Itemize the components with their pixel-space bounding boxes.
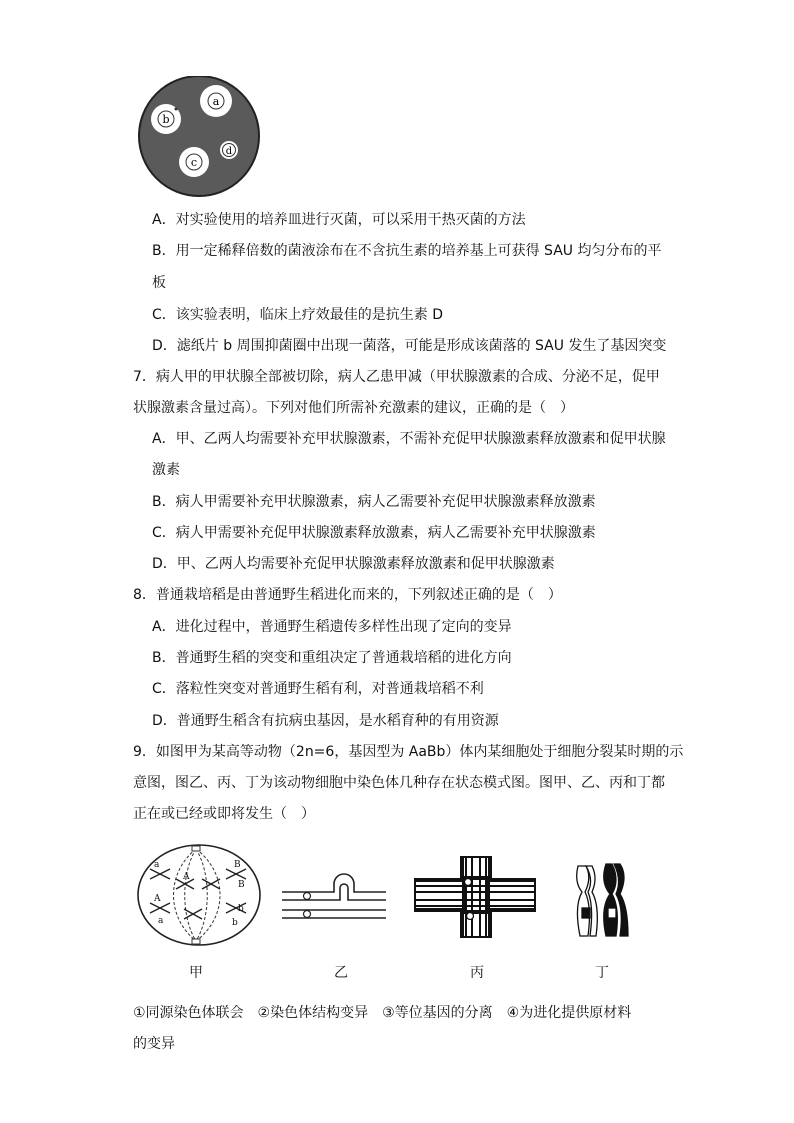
cell-division-figure-jia — [136, 843, 262, 947]
svg-text:d: d — [225, 146, 233, 157]
q9-choices-line1: ①同源染色体联会 ②染色体结构变异 ③等位基因的分离 ④为进化提供原材料 — [133, 1005, 632, 1021]
q8-option-b: B．普通野生稻的突变和重组决定了普通栽培稻的进化方向 — [152, 650, 512, 666]
svg-text:B: B — [238, 880, 245, 890]
chromosome-state-figure-bing — [414, 856, 536, 938]
q7-option-b: B．病人甲需要补充甲状腺激素，病人乙需要补充促甲状腺激素释放激素 — [152, 494, 596, 510]
figure-caption-ding: 丁 — [595, 965, 609, 981]
svg-text:B: B — [234, 860, 241, 870]
svg-text:a: a — [154, 860, 160, 870]
q7-option-a: A．甲、乙两人均需要补充甲状腺激素，不需补充促甲状腺激素释放激素和促甲状腺 — [152, 431, 666, 447]
q6-option-b: B．用一定稀释倍数的菌液涂布在不含抗生素的培养基上可获得 SAU 均匀分布的平 — [152, 243, 662, 259]
petri-dish-figure — [136, 76, 264, 198]
q8-option-d: D．普通野生稻含有抗病虫基因，是水稻育种的有用资源 — [152, 713, 499, 729]
svg-text:a: a — [212, 95, 220, 108]
q7-option-d: D．甲、乙两人均需要补充促甲状腺激素释放激素和促甲状腺激素 — [152, 556, 555, 572]
q7-option-c: C．病人甲需要补充促甲状腺激素释放激素，病人乙需要补充甲状腺激素 — [152, 525, 596, 541]
svg-text:c: c — [190, 156, 198, 169]
q8-option-c: C．落粒性突变对普通野生稻有利，对普通栽培稻不利 — [152, 681, 484, 697]
q6-option-d: D．滤纸片 b 周围抑菌圈中出现一菌落，可能是形成该菌落的 SAU 发生了基因突变 — [152, 338, 667, 354]
q8-option-a: A．进化过程中，普通野生稻遗传多样性出现了定向的变异 — [152, 619, 512, 635]
svg-text:b: b — [162, 113, 170, 126]
svg-text:A: A — [154, 894, 161, 904]
q8-stem: 8．普通栽培稻是由普通野生稻进化而来的，下列叙述正确的是（ ） — [133, 587, 562, 603]
figure-caption-bing: 丙 — [470, 965, 484, 981]
q6-option-b-cont: 板 — [152, 275, 166, 291]
chromosome-state-figure-ding — [572, 862, 630, 940]
svg-text:b: b — [232, 918, 238, 928]
q6-option-c: C．该实验表明，临床上疗效最佳的是抗生素 D — [152, 307, 444, 323]
q7-stem-line2: 状腺激素含量过高）。下列对他们所需补充激素的建议，正确的是（ ） — [133, 400, 574, 416]
svg-text:a: a — [158, 916, 164, 926]
figure-caption-yi: 乙 — [334, 965, 348, 981]
chromosome-state-figure-yi — [280, 870, 390, 920]
q9-stem-line1: 9．如图甲为某高等动物（2n=6，基因型为 AaBb）体内某细胞处于细胞分裂某时期的示 — [133, 744, 684, 760]
q7-stem-line1: 7．病人甲的甲状腺全部被切除，病人乙患甲减（甲状腺激素的合成、分泌不足，促甲 — [133, 369, 660, 385]
q7-option-a-cont: 激素 — [152, 462, 180, 478]
q9-choices-line2: 的变异 — [133, 1036, 175, 1052]
svg-text:A: A — [183, 872, 190, 882]
q9-stem-line3: 正在或已经或即将发生（ ） — [133, 806, 315, 822]
q9-stem-line2: 意图，图乙、丙、丁为该动物细胞中染色体几种存在状态模式图。图甲、乙、丙和丁都 — [133, 775, 665, 791]
svg-text:b: b — [238, 904, 244, 914]
q6-option-a: A．对实验使用的培养皿进行灭菌，可以采用干热灭菌的方法 — [152, 212, 526, 228]
figure-caption-jia: 甲 — [189, 965, 203, 981]
